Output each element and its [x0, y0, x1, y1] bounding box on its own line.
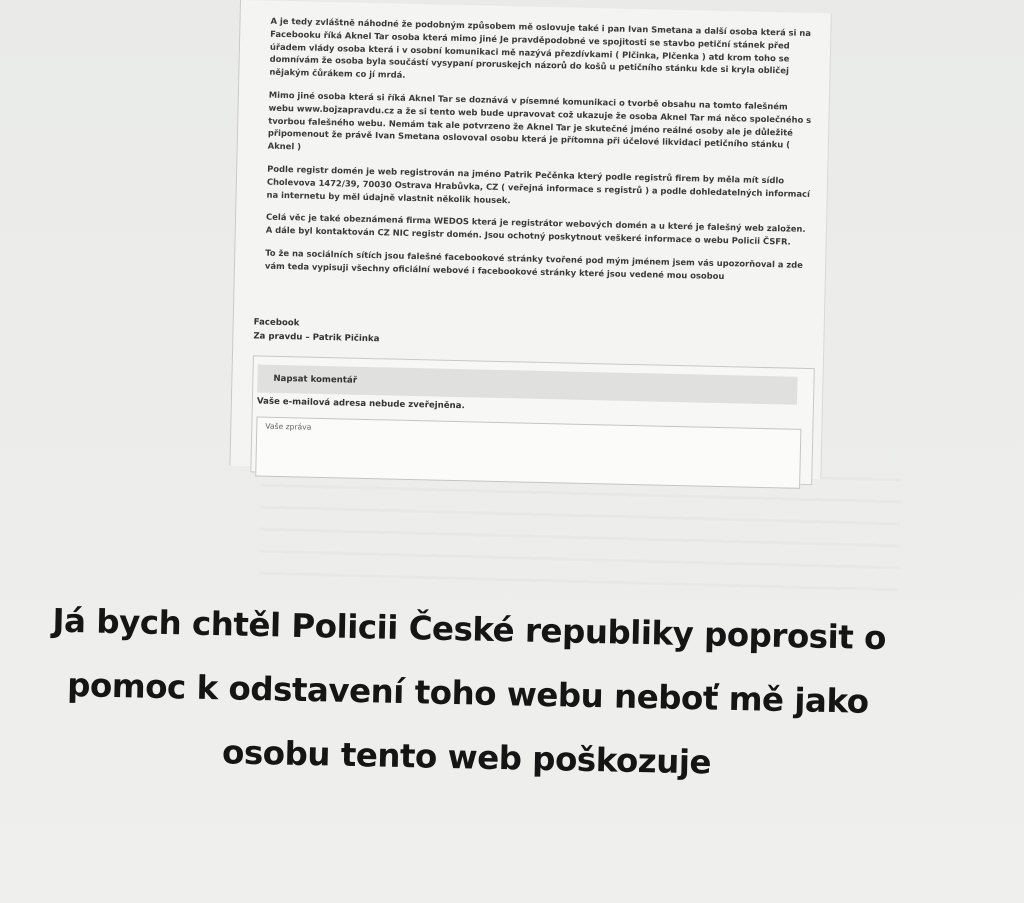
appeal-line: Já bych chtěl Policii České republiky poprosit o: [52, 601, 887, 658]
signature-line: Za pravdu – Patrik Pičinka: [253, 331, 380, 345]
article-text: [265, 15, 816, 295]
printed-web-screenshot: [229, 0, 831, 479]
paragraph: Mimo jiné osoba která si říká Aknel Tar se doznává v písemné komunikaci o tvorbě obsahu na tomto falešném webu www.bojzapravdu.cz a že si tento web bude upravovat což ukazuje že osoba Aknel Tar má něco společného s tvorbou falešného webu. Nemám tak ale potvrzeno že Aknel Tar je skutečné jméno reálné osoby ale je důležité připomenout že právě Ivan Smetana oslovoval osobu která je přítomna při účelové likvidaci petičního stánku ( Aknel ): [267, 89, 812, 152]
paragraph: Podle registr domén je web registrován na jméno Patrik Pečěnka který podle registrů firem by měla mít sídlo Cholevova 1472/39, 70030 Ostrava Hrabůvka, CZ ( veřejná informace s registrů ) a podle dohledatelných informací na internetu by měl údajně vlastnit několik housek.: [266, 163, 811, 205]
comment-title: Napsat komentář: [257, 364, 797, 404]
paragraph: Celá věc je také obeznámená firma WEDOS která je registrátor webových domén a u které je falešný web založen. A dále byl kontaktován CZ NIC registr domén. Jsou ochotný poskytnout veškeré informace o webu Policii ČSFR.: [265, 212, 806, 247]
appeal-line: osobu tento web poškozuje: [221, 733, 712, 782]
comment-form: [250, 355, 815, 485]
signature-line: Facebook: [253, 317, 300, 329]
signature: [253, 315, 380, 346]
paragraph: A je tedy zvláštně náhodné že podobným způsobem mě oslovuje také i pan Ivan Smetana a další osoba která si na Facebooku říká Aknel Tar osoba která mimo jiné Je pravděpodobné ve spojitosti se stavbo petiční stánek před úřadem vlády osoba která i v osobní komunikaci mě nazývá přezdívkami ( Plčinka, Plčenka ) atd krom toho se domnívám že osoba byla součástí vysypaní proruskejch názorů do košů u petičního stánku kde si kryla obličej nějakým čůrákem co jí mrdá.: [269, 15, 812, 80]
message-field[interactable]: Vaše zpráva: [255, 416, 801, 488]
appeal-text: [16, 588, 920, 799]
appeal-line: pomoc k odstavení toho webu neboť mě jako: [66, 666, 869, 721]
privacy-note: Vaše e-mailová adresa nebude zveřejněna.: [256, 396, 465, 412]
paragraph: To že na sociálních sítích jsou falešné facebookové stránky tvořené pod mým jménem jsem vás upozorňoval a zde vám teda vypisuji všechny oficiální webové i facebookové stránky které jsou vedené mou osobou: [264, 247, 804, 281]
